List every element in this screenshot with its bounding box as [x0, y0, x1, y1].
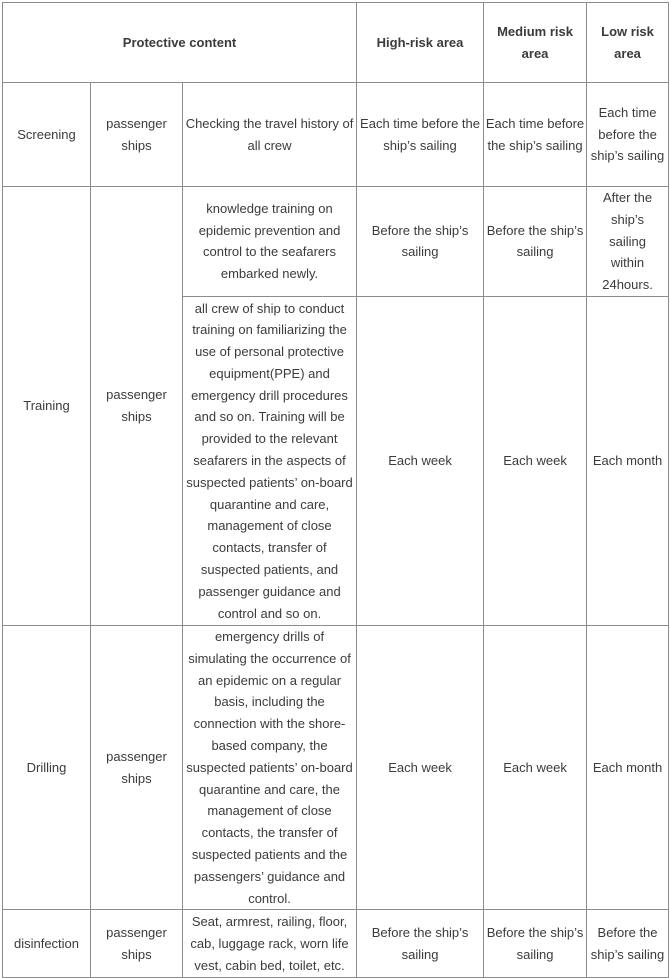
- ship-type-cell: passenger ships: [91, 187, 183, 626]
- table-row-training-newly: [3, 187, 669, 297]
- category-cell: Screening: [3, 83, 91, 187]
- category-cell: Training: [3, 187, 91, 626]
- content-cell: Checking the travel history of all crew: [183, 83, 357, 187]
- header-medium-risk-area: Medium risk area: [484, 3, 587, 83]
- high-risk-cell: Before the ship’s sailing: [357, 187, 484, 297]
- low-risk-cell: Each month: [587, 296, 669, 625]
- ship-type-cell: passenger ships: [91, 625, 183, 909]
- medium-risk-cell: Each week: [484, 296, 587, 625]
- medium-risk-cell: Each time before the ship’s sailing: [484, 83, 587, 187]
- low-risk-cell: Each month: [587, 625, 669, 909]
- header-high-risk-area: High-risk area: [357, 3, 484, 83]
- high-risk-cell: Each week: [357, 625, 484, 909]
- category-cell: disinfection: [3, 910, 91, 978]
- table-row-screening: [3, 83, 669, 187]
- low-risk-cell: Each time before the ship’s sailing: [587, 83, 669, 187]
- ship-type-cell: passenger ships: [91, 910, 183, 978]
- high-risk-cell: Each week: [357, 296, 484, 625]
- content-cell: all crew of ship to conduct training on familiarizing the use of personal protective equipment(PPE) and emergency drill procedures and so on. Training will be provided to the relevant seafarers in the aspects of suspected patients’ on-board quarantine and care, management of close contacts, transfer of suspected patients, and passenger guidance and control and so on.: [183, 296, 357, 625]
- content-cell: knowledge training on epidemic prevention and control to the seafarers embarked newly.: [183, 187, 357, 297]
- table-row-disinfection: [3, 910, 669, 978]
- low-risk-cell: Before the ship’s sailing: [587, 910, 669, 978]
- medium-risk-cell: Before the ship’s sailing: [484, 910, 587, 978]
- ship-type-cell: passenger ships: [91, 83, 183, 187]
- header-row: [3, 3, 669, 83]
- header-low-risk-area: Low risk area: [587, 3, 669, 83]
- high-risk-cell: Before the ship’s sailing: [357, 910, 484, 978]
- high-risk-cell: Each time before the ship’s sailing: [357, 83, 484, 187]
- header-protective-content: Protective content: [3, 3, 357, 83]
- table-row-drilling: [3, 625, 669, 909]
- protective-measures-table: [2, 2, 669, 978]
- medium-risk-cell: Before the ship’s sailing: [484, 187, 587, 297]
- low-risk-cell: After the ship’s sailing within 24hours.: [587, 187, 669, 297]
- category-cell: Drilling: [3, 625, 91, 909]
- content-cell: Seat, armrest, railing, floor, cab, luggage rack, worn life vest, cabin bed, toilet, etc.: [183, 910, 357, 978]
- medium-risk-cell: Each week: [484, 625, 587, 909]
- content-cell: emergency drills of simulating the occurrence of an epidemic on a regular basis, including the connection with the shore-based company, the suspected patients’ on-board quarantine and care, the management of close contacts, the transfer of suspected patients and the passengers’ guidance and control.: [183, 625, 357, 909]
